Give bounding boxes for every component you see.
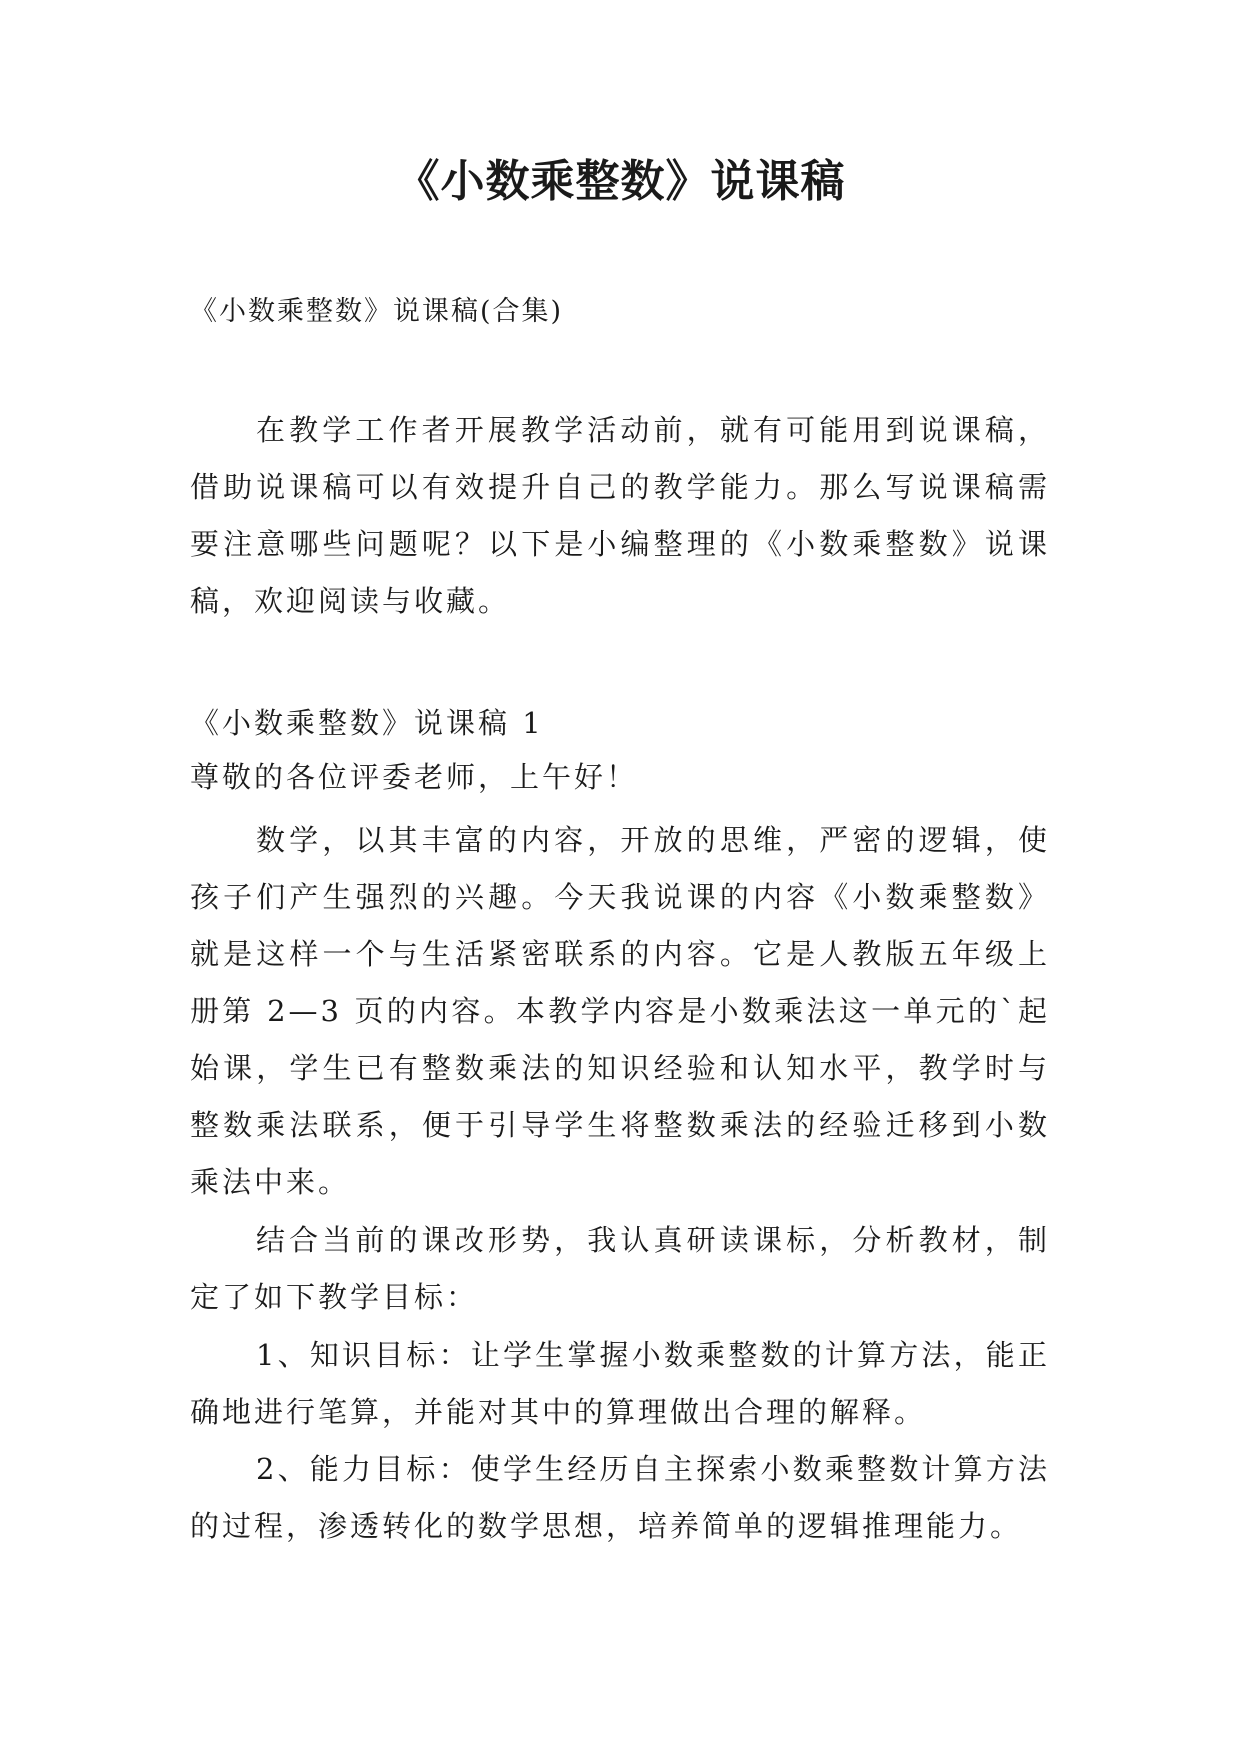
- greeting-line: 尊敬的各位评委老师，上午好！: [190, 760, 639, 794]
- body-paragraph: 结合当前的课改形势，我认真研读课标，分析教材，制定了如下教学目标：: [190, 1223, 1050, 1314]
- document-title: 《小数乘整数》说课稿: [395, 156, 846, 207]
- intro-paragraph: 在教学工作者开展教学活动前，就有可能用到说课稿，借助说课稿可以有效提升自己的教学能力。那么写说课稿需要注意哪些问题呢？以下是小编整理的《小数乘整数》说课稿，欢迎阅读与收藏。: [190, 413, 1050, 618]
- section-heading: 《小数乘整数》说课稿 1: [190, 706, 544, 740]
- objective-knowledge: 1、知识目标：让学生掌握小数乘整数的计算方法，能正确地进行笔算，并能对其中的算理做出合理的解释。: [190, 1338, 1050, 1429]
- document-subtitle: 《小数乘整数》说课稿(合集): [190, 296, 564, 327]
- objective-ability: 2、能力目标：使学生经历自主探索小数乘整数计算方法的过程，渗透转化的数学思想，培养简单的逻辑推理能力。: [190, 1452, 1050, 1543]
- body-paragraph: 数学，以其丰富的内容，开放的思维，严密的逻辑，使孩子们产生强烈的兴趣。今天我说课的内容《小数乘整数》就是这样一个与生活紧密联系的内容。它是人教版五年级上册第 2—3 页的内容。本教学内容是小数乘法这一单元的`起始课，学生已有整数乘法的知识经验和认知水平，教学时与整数乘法联系，便于引导学生将整数乘法的经验迁移到小数乘法中来。: [190, 823, 1050, 1199]
